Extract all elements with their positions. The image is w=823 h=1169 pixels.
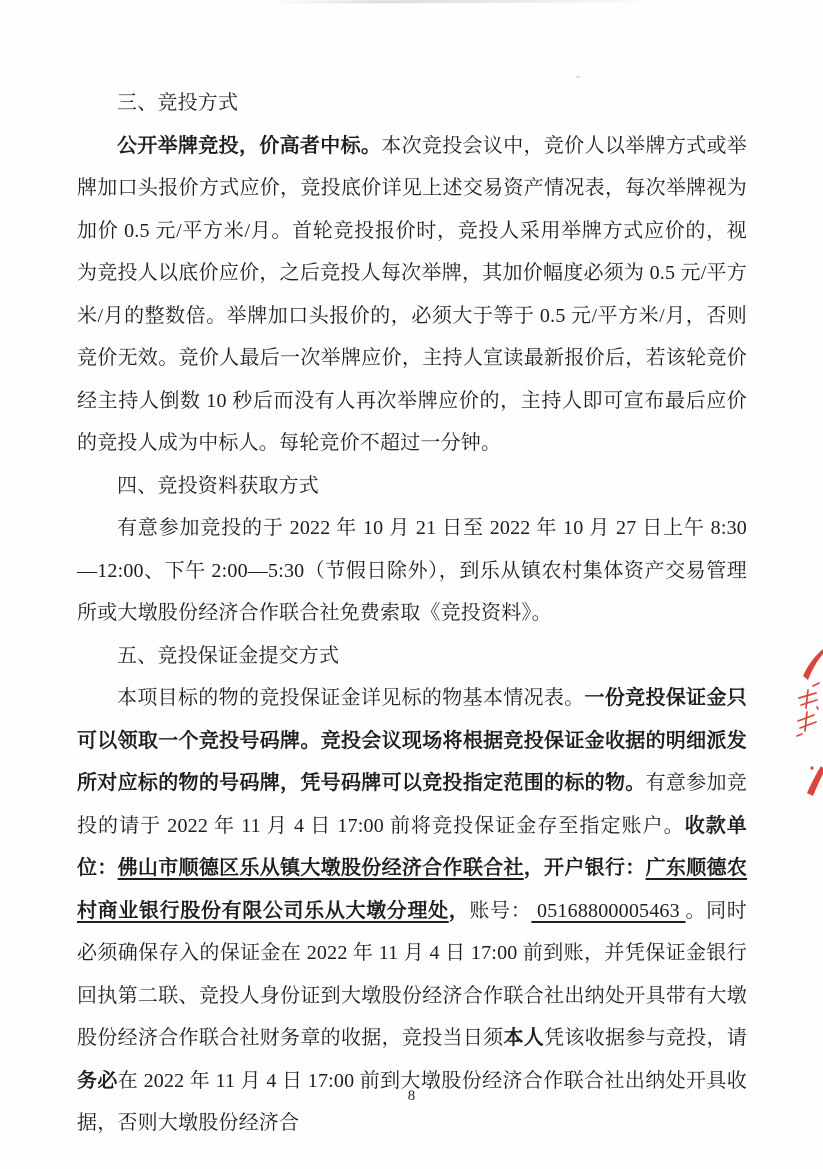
document-content [77,82,747,1145]
section-heading: 三、竞投方式 [117,92,239,114]
text-run: 。同时必须确保存入的保证金在 2022 年 11 月 4 日 17:00 前到账，并凭保证金银行回执第二联、竞投人身份证到大墩股份经济合作联合社出纳处开具带有大墩股份经济合作联合社财务章的收据，竞投当日须 [77,899,747,1049]
section-heading: 四、竞投资料获取方式 [117,474,319,497]
text-run: 有意参加竞投的请于 2022 年 11 月 4 日 17:00 前将竞投保证金存至指定账户。 [77,772,748,837]
text-run: 凭该收据参与竞投，请 [544,1027,748,1049]
paragraph [77,507,747,635]
text-run: 本项目标的物的竞投保证金详见标的物基本情况表。 [117,687,585,709]
scan-artifact-line [268,0,660,4]
paragraph [77,677,747,1145]
text-run: 广东顺德农村商业银行股份有限公司乐从大墩分理处 [77,857,748,922]
text-run: 有意参加竞投的于 2022 年 10 月 21 日至 2022 年 10 月 27 日上午 8:30—12:00、下午 2:00—5:30（节假日除外），到乐从镇农村集体资产交易管理所或大墩股份经济合作联合社免费索取《竞投资料》。 [77,517,747,624]
section-heading: 五、竞投保证金提交方式 [117,644,340,667]
red-stamp-fragment [793,648,823,800]
text-run: 公开举牌竞投，价高者中标。 [117,134,382,157]
red-stamp-icon [793,648,823,800]
paragraph [77,125,747,465]
scan-artifact-speck [576,75,580,79]
text-run: ，开户银行： [523,857,646,879]
text-run: 账号： [469,899,532,922]
text-run: 本次竞投会议中，竞价人以举牌方式或举牌加口头报价方式应价，竞投底价详见上述交易资产情况表，每次举牌视为加价 0.5 元/平方米/月。首轮竞投报价时，竞投人采用举牌方式应价的，视为竞投人以底价应价，之后竞投人每次举牌，其加价幅度必须为 0.5 元/平方米/月的整数倍。举牌加口头报价的，必须大于等于 0.5 元/平方米/月，否则竞价无效。竞价人最后一次举牌应价，主持人宣读最新报价后，若该轮竞价经主持人倒数 10 秒后而没有人再次举牌应价的，主持人即可宣布最后应价的竞投人成为中标人。每轮竞价不超过一分钟。 [77,134,747,454]
page-number: 8 [407,1088,416,1104]
text-run: 本人 [503,1027,545,1049]
text-run: 在 2022 年 11 月 4 日 17:00 前到大墩股份经济合作联合社出纳处开具收据，否则大墩股份经济合 [77,1069,747,1134]
text-run: 一份竞投保证金只可以领取一个竞投号码牌。竞投会议现场将根据竞投保证金收据的明细派发所对应标的物的号码牌，凭号码牌可以竞投指定范围的标的物。 [77,687,747,794]
text-run: 收款单位： [77,814,747,879]
text-run: 务必 [77,1069,118,1092]
text-run: 05168800005463 [531,899,686,922]
text-run: ， [448,899,470,922]
text-run: 佛山市顺德区乐从镇大墩股份经济合作联合社 [117,857,524,879]
